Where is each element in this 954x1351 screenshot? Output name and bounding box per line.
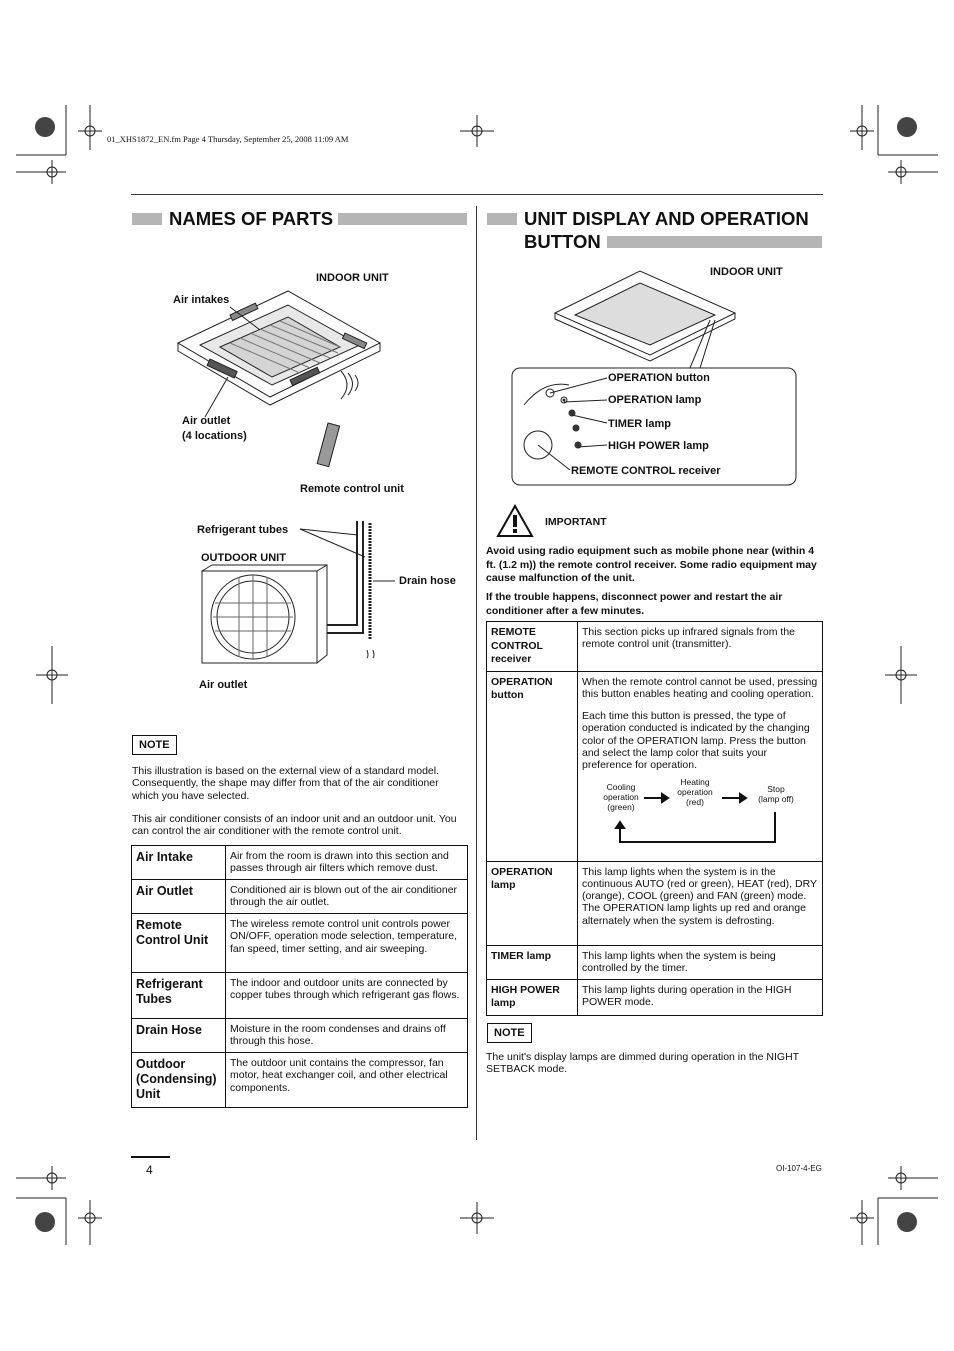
label-indoor-unit: INDOOR UNIT <box>316 272 389 284</box>
label-air-outlet-locations: (4 locations) <box>182 430 247 442</box>
part-name: Air Outlet <box>132 880 226 914</box>
item-description: This section picks up infrared signals from the remote control unit (transmitter). <box>578 622 823 672</box>
part-description: The wireless remote control unit controls power ON/OFF, operation mode selection, temperature, fan speed, timer setting, and air sweeping. <box>226 914 468 973</box>
outdoor-unit-illustration <box>195 515 395 685</box>
cycle-stop: (lamp off) <box>758 793 794 804</box>
table-row <box>132 914 468 973</box>
item-name: REMOTE CONTROL receiver <box>487 622 578 672</box>
label-drain-hose: Drain hose <box>399 575 456 587</box>
operation-cycle-diagram <box>582 776 818 854</box>
label-air-intakes: Air intakes <box>173 294 230 306</box>
display-table <box>486 621 823 1016</box>
doc-code: OI-107-4-EG <box>776 1164 822 1173</box>
heading-bar <box>607 236 822 248</box>
section-title-names-of-parts: NAMES OF PARTS <box>169 208 334 229</box>
item-name: HIGH POWER lamp <box>487 979 578 1015</box>
table-row <box>487 979 823 1015</box>
heading-bar <box>487 213 517 225</box>
part-name: Outdoor (Condensing) Unit <box>132 1053 226 1108</box>
note-label-right: NOTE <box>487 1023 532 1043</box>
part-name: Remote Control Unit <box>132 914 226 973</box>
item-description: This lamp lights during operation in the HIGH POWER mode. <box>578 979 823 1015</box>
cycle-arrows <box>582 782 822 854</box>
cycle-cooling: Cooling <box>606 781 636 792</box>
item-description-paragraph: When the remote control cannot be used, pressing this button enables heating and cooling operation. <box>582 675 818 700</box>
table-row <box>132 880 468 914</box>
label-refrigerant-tubes: Refrigerant tubes <box>197 524 289 536</box>
item-description-paragraph: Each time this button is pressed, the type of operation conducted is indicated by the changing color of the OPERATION lamp. Press the button and select the lamp color that suits your preference for operation. <box>582 710 810 772</box>
label-air-outlet: Air outlet <box>182 415 231 427</box>
warning-icon <box>496 504 534 538</box>
top-rule <box>131 194 823 195</box>
cycle-heating: Heating <box>680 776 710 787</box>
column-divider <box>476 206 477 1140</box>
part-name: Refrigerant Tubes <box>132 973 226 1019</box>
label-operation-lamp: OPERATION lamp <box>608 394 702 406</box>
item-name: OPERATION button <box>487 671 578 861</box>
note-label: NOTE <box>132 735 177 755</box>
important-paragraph: If the trouble happens, disconnect power and restart the air conditioner after a few minutes. <box>486 591 783 617</box>
part-description: The indoor and outdoor units are connected by copper tubes through which refrigerant gas flows. <box>226 973 468 1019</box>
part-description: Air from the room is drawn into this section and passes through air filters which remove dust. <box>226 846 468 880</box>
heading-bar <box>132 213 162 225</box>
item-name: OPERATION lamp <box>487 861 578 945</box>
label-timer-lamp: TIMER lamp <box>608 418 671 430</box>
table-row <box>132 846 468 880</box>
page-number: 4 <box>146 1163 153 1177</box>
label-remote-control-unit: Remote control unit <box>300 483 404 495</box>
part-name: Drain Hose <box>132 1019 226 1053</box>
item-description: This lamp lights when the system is being controlled by the timer. <box>578 945 823 979</box>
part-description: Moisture in the room condenses and drains off through this hose. <box>226 1019 468 1053</box>
part-description: Conditioned air is blown out of the air conditioner through the air outlet. <box>226 880 468 914</box>
note-paragraph: This illustration is based on the external view of a standard model. Consequently, the shape may differ from that of the air conditioner which you have selected. <box>132 765 439 802</box>
item-name: TIMER lamp <box>487 945 578 979</box>
label-air-outlet-outdoor: Air outlet <box>199 679 248 691</box>
item-description: This lamp lights when the system is in the continuous AUTO (red or green), HEAT (red), DRY (orange), COOL (green) and FAN (green) mode. The OPERATION lamp lights up red and orange alternately when the system is defrosting. <box>578 861 823 945</box>
table-row <box>487 622 823 672</box>
label-operation-button: OPERATION button <box>608 372 710 384</box>
table-row <box>132 1053 468 1108</box>
section-title-unit-display-line2: BUTTON <box>524 231 601 252</box>
important-label: IMPORTANT <box>545 516 607 528</box>
label-outdoor-unit: OUTDOOR UNIT <box>201 552 286 564</box>
cycle-cooling: operation <box>603 791 639 802</box>
table-row <box>132 1019 468 1053</box>
part-description: The outdoor unit contains the compressor, fan motor, heat exchanger coil, and other electrical components. <box>226 1053 468 1108</box>
parts-table <box>131 845 468 1108</box>
cycle-heating: operation <box>677 786 713 797</box>
label-indoor-unit-display: INDOOR UNIT <box>710 266 783 278</box>
item-description <box>578 671 823 861</box>
table-row <box>487 945 823 979</box>
note-paragraph: This air conditioner consists of an indoor unit and an outdoor unit. You can control the air conditioner with the remote control unit. <box>132 813 457 838</box>
heading-bar <box>338 213 467 225</box>
section-title-unit-display: UNIT DISPLAY AND OPERATION <box>524 208 809 229</box>
label-remote-control-receiver: REMOTE CONTROL receiver <box>571 465 721 477</box>
table-row <box>487 861 823 945</box>
label-high-power-lamp: HIGH POWER lamp <box>608 440 709 452</box>
cycle-heating: (red) <box>686 796 704 807</box>
cycle-cooling: (green) <box>607 801 635 812</box>
cycle-stop: Stop <box>767 783 785 794</box>
footer-rule <box>131 1156 170 1158</box>
note-text-right: The unit's display lamps are dimmed during operation in the NIGHT SETBACK mode. <box>486 1051 799 1076</box>
part-name: Air Intake <box>132 846 226 880</box>
table-row <box>132 973 468 1019</box>
file-info: 01_XHS1872_EN.fm Page 4 Thursday, September 25, 2008 11:09 AM <box>107 134 349 144</box>
important-paragraph: Avoid using radio equipment such as mobile phone near (within 4 ft. (1.2 m)) the remote control receiver. Some radio equipment may cause malfunction of the unit. <box>486 545 817 584</box>
table-row <box>487 671 823 861</box>
